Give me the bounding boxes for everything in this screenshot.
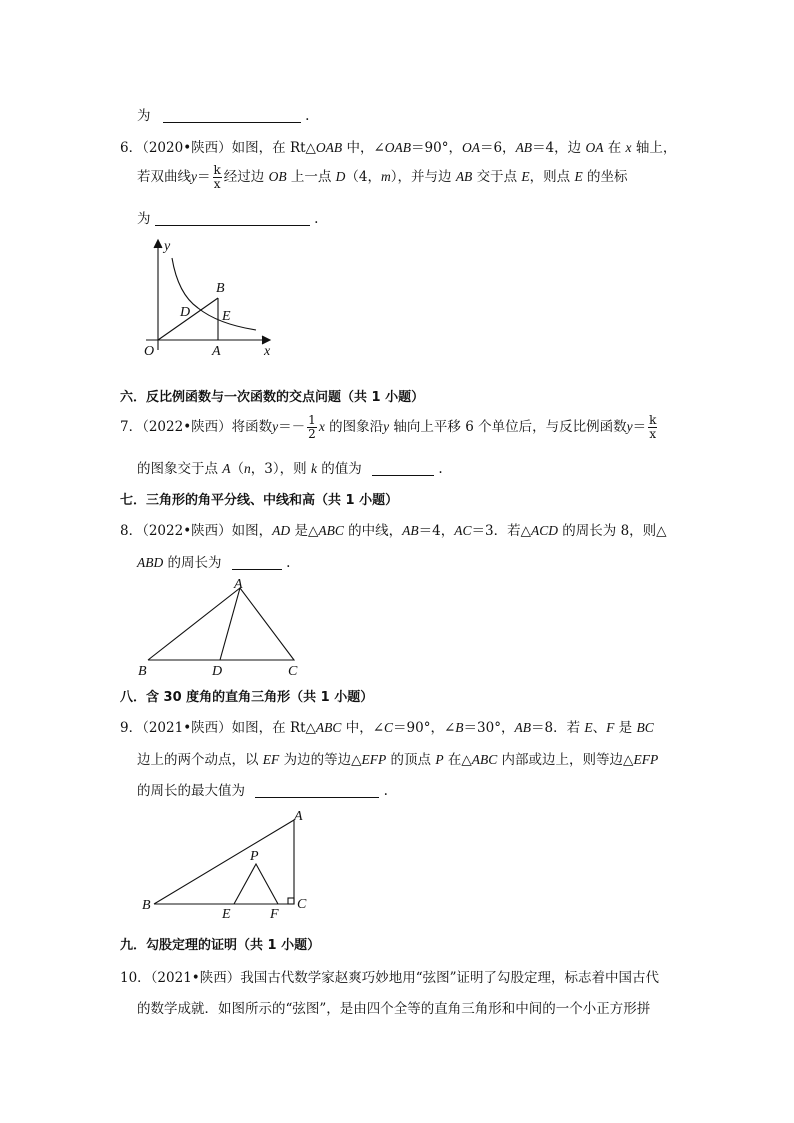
text-run: 的中线， <box>343 523 403 539</box>
text-run: AB <box>515 140 533 155</box>
text-run: OB <box>268 169 287 184</box>
text-run: E <box>574 169 583 184</box>
text-run: P <box>435 752 444 767</box>
text-run: . <box>383 783 388 799</box>
q7-line-2 <box>137 457 443 477</box>
answer-blank[interactable] <box>372 461 434 476</box>
text-run: 的值为 <box>316 461 362 477</box>
section-heading-9: 九．勾股定理的证明（共 1 小题） <box>120 938 321 953</box>
label-D: D <box>180 305 191 320</box>
label-A: A <box>294 809 303 824</box>
triangle-ABC <box>154 820 294 904</box>
text-run: ＝ <box>197 169 211 185</box>
text-run: （4， <box>345 169 382 185</box>
text-run: A <box>222 461 231 476</box>
text-run: 8．（2022•陕西）如图， <box>120 523 273 539</box>
text-run: k <box>649 413 657 427</box>
text-run: 在 <box>603 140 626 156</box>
text-run: 内部或边上，则等边△ <box>497 752 634 768</box>
q7-line-1 <box>120 414 659 441</box>
y-axis-arrow <box>154 240 162 248</box>
text-run: OAB <box>384 140 412 155</box>
text-run: 中，∠ <box>341 720 385 736</box>
text-run: y <box>626 419 633 434</box>
text-run: 的坐标 <box>582 169 628 185</box>
label-B: B <box>216 281 225 296</box>
text-run: E <box>521 169 530 184</box>
q9-line-2 <box>137 748 658 768</box>
right-angle-mark <box>288 898 294 904</box>
q9-line-1 <box>120 716 654 736</box>
label-P: P <box>250 849 259 864</box>
text-run: 为边的等边△ <box>279 752 362 768</box>
text-run: 9．（2021•陕西）如图，在 Rt△ <box>120 720 316 736</box>
q8-line-2 <box>137 551 290 571</box>
section-heading-7: 七．三角形的角平分线、中线和高（共 1 小题） <box>120 493 399 508</box>
text-run: ），并与边 <box>390 169 456 185</box>
label-E: E <box>222 309 231 324</box>
text-run: 7．（2022•陕西）将函数 <box>120 419 273 435</box>
text-run: OA <box>461 140 480 155</box>
text-run: ＝ <box>632 419 647 435</box>
text-run: AB <box>402 523 419 538</box>
text-run: . <box>438 461 443 477</box>
label-B: B <box>138 664 147 679</box>
label-E: E <box>222 907 231 920</box>
text-run: D <box>335 169 346 184</box>
text-run: m <box>381 169 391 184</box>
text-run: ABC <box>318 523 344 538</box>
text-run: k <box>310 461 317 476</box>
text-run: 的周长为 <box>163 555 222 571</box>
figure-q9-triangle <box>136 808 316 920</box>
text-run: 中，∠ <box>342 140 385 156</box>
label-x: x <box>264 344 271 359</box>
text-run: ＝30°， <box>463 720 515 736</box>
triangle-EFP <box>234 864 278 904</box>
text-run: ，则点 <box>529 169 575 185</box>
text-run: 的图象交于点 <box>137 461 223 477</box>
text-run: . <box>314 211 319 227</box>
text-run: . <box>305 108 310 124</box>
median-AD <box>220 588 240 660</box>
label-A: A <box>212 344 221 359</box>
text-run: ，3），则 <box>250 461 311 477</box>
text-run: ＝90°，∠ <box>393 720 456 736</box>
text-run: x <box>649 427 657 441</box>
text-run: 为 <box>137 211 151 227</box>
text-run: （ <box>230 461 245 477</box>
text-run: EF <box>262 752 280 767</box>
text-run: 的图象沿 <box>324 419 384 435</box>
answer-blank[interactable] <box>155 211 310 226</box>
text-run: 的周长的最大值为 <box>137 783 245 799</box>
text-run: x <box>318 419 325 434</box>
fraction <box>307 414 317 441</box>
text-run: x <box>625 140 632 155</box>
answer-blank[interactable] <box>232 555 282 570</box>
text-run: AC <box>454 523 472 538</box>
q10-line-2: 的数学成就．如图所示的“弦图”，是由四个全等的直角三角形和中间的一个小正方形拼 <box>137 1001 651 1017</box>
q6-line-2 <box>137 164 628 191</box>
figure-q6-hyperbola <box>138 234 288 364</box>
text-run: y <box>272 419 279 434</box>
text-run: 1 <box>308 413 316 427</box>
text-run: ACD <box>531 523 558 538</box>
text-run: EFP <box>633 752 659 767</box>
text-run: y <box>191 169 197 184</box>
text-run: 若双曲线 <box>137 169 191 185</box>
text-run: ＝3．若△ <box>471 523 531 539</box>
answer-blank[interactable] <box>255 783 379 798</box>
label-O: O <box>144 344 155 359</box>
text-run: ABC <box>471 752 498 767</box>
text-run: 轴向上平移 6 个单位后，与反比例函数 <box>389 419 627 435</box>
text-run: E <box>584 720 593 735</box>
text-run: C <box>384 720 394 735</box>
label-B: B <box>142 898 151 913</box>
text-run: OA <box>585 140 604 155</box>
text-run: EFP <box>361 752 387 767</box>
section-heading-8: 八．含 30 度角的直角三角形（共 1 小题） <box>120 690 374 705</box>
text-run: 是 <box>614 720 637 736</box>
text-run: . <box>286 555 291 571</box>
text-run: ABD <box>137 555 164 570</box>
figure-q8-triangle <box>134 574 314 680</box>
triangle-ABC <box>148 588 294 660</box>
text-run: AB <box>514 720 531 735</box>
text-run: 的周长为 8，则△ <box>558 523 667 539</box>
text-run: n <box>244 461 251 476</box>
text-run: ＝90°， <box>411 140 462 156</box>
text-run: ＝6， <box>479 140 516 156</box>
text-run: 上一点 <box>286 169 336 185</box>
text-run: ＝4，边 <box>532 140 586 156</box>
q10-line-1: 10．（2021•陕西）我国古代数学家赵爽巧妙地用“弦图”证明了勾股定理，标志着中国古代 <box>120 970 660 986</box>
label-D: D <box>212 664 223 679</box>
fraction <box>648 414 657 441</box>
q6-line-1 <box>120 136 676 156</box>
q6-answer-line <box>137 207 318 227</box>
text-run: ＝－ <box>278 419 306 435</box>
label-A: A <box>234 577 243 592</box>
text-run: x <box>213 177 221 191</box>
text-run: 的顶点 <box>386 752 436 768</box>
text-run: 、 <box>592 720 607 736</box>
text-run: 6．（2020•陕西）如图，在 Rt△ <box>120 140 316 156</box>
text-run: 是△ <box>290 523 319 539</box>
label-F: F <box>270 907 279 920</box>
label-y: y <box>164 239 171 254</box>
text-run: 边上的两个动点，以 <box>137 752 263 768</box>
text-run: ＝4， <box>418 523 455 539</box>
fraction <box>213 164 222 191</box>
q8-line-1 <box>120 519 667 539</box>
text-run: 轴上， <box>631 140 677 156</box>
text-run: 经过边 <box>223 169 269 185</box>
text-run: k <box>213 163 221 177</box>
text-run: B <box>455 720 464 735</box>
label-C: C <box>297 897 307 912</box>
text-run: y <box>383 419 390 434</box>
text-run: AB <box>455 169 473 184</box>
text-run: ＝8．若 <box>530 720 585 736</box>
q5-answer-line <box>137 104 309 124</box>
text-run: AD <box>272 523 291 538</box>
text-run: OAB <box>315 140 343 155</box>
text-run: ABC <box>315 720 342 735</box>
text-run: 在△ <box>443 752 472 768</box>
text-run: F <box>606 720 615 735</box>
x-axis-arrow <box>262 336 270 344</box>
answer-blank[interactable] <box>163 108 301 123</box>
text-run: 交于点 <box>472 169 522 185</box>
text-run: 为 <box>137 108 151 124</box>
label-C: C <box>288 664 298 679</box>
section-heading-6: 六．反比例函数与一次函数的交点问题（共 1 小题） <box>120 390 425 405</box>
q9-line-3 <box>137 779 388 799</box>
text-run: 2 <box>308 427 316 441</box>
text-run: BC <box>636 720 654 735</box>
